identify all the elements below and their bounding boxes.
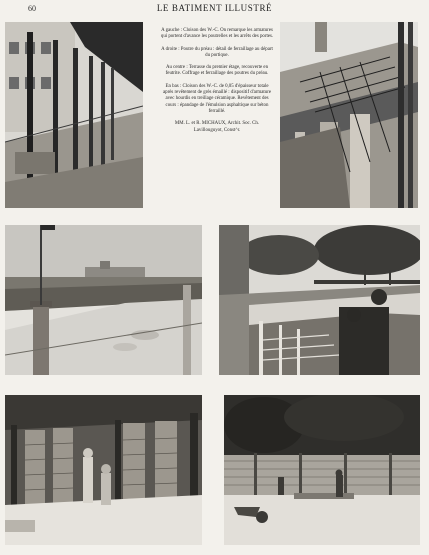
photo-first-floor-terrace <box>5 225 202 375</box>
caption-right: A droite : Poutre du préau : détail de ferraillage au départ du portique. <box>161 46 273 58</box>
photo-courtyard-asphalt-paving <box>224 395 420 545</box>
running-title: LE BATIMENT ILLUSTRÉ <box>156 3 273 13</box>
caption-center: Au centre : Terrasse du premier étage, recouverte en feutrite. Coffrage et ferraillage des poutres du préau. <box>165 65 269 77</box>
caption-bottom: En bas : Cloison des W.-C. de 0,05 d'épaisseur totale après revêtement de grès émaillé : dispositif d'armature avec hourdis en treillage céramique. Revêtement des cours : épandage de l'émulsion asphaltique sur béton ferraillé. <box>162 83 272 114</box>
page-number: 60 <box>28 4 36 13</box>
architect-credits: MM. L. et R. MICHAUX, Archit. Soc. Ch. Lavillouguyot, Const^r. <box>174 121 260 133</box>
photo-wc-partition-ceramic-lattice <box>5 395 202 545</box>
photo-wc-partition-armatures <box>5 22 143 208</box>
photo-preau-beam-formwork <box>219 225 420 375</box>
caption-block <box>160 28 274 140</box>
photo-preau-beam-reinforcement <box>280 22 418 208</box>
caption-left: A gauche : Cloison des W.-C. On remarque les armatures qui portent d'avance les poutrelles et les arrêts des portes. <box>160 28 274 40</box>
